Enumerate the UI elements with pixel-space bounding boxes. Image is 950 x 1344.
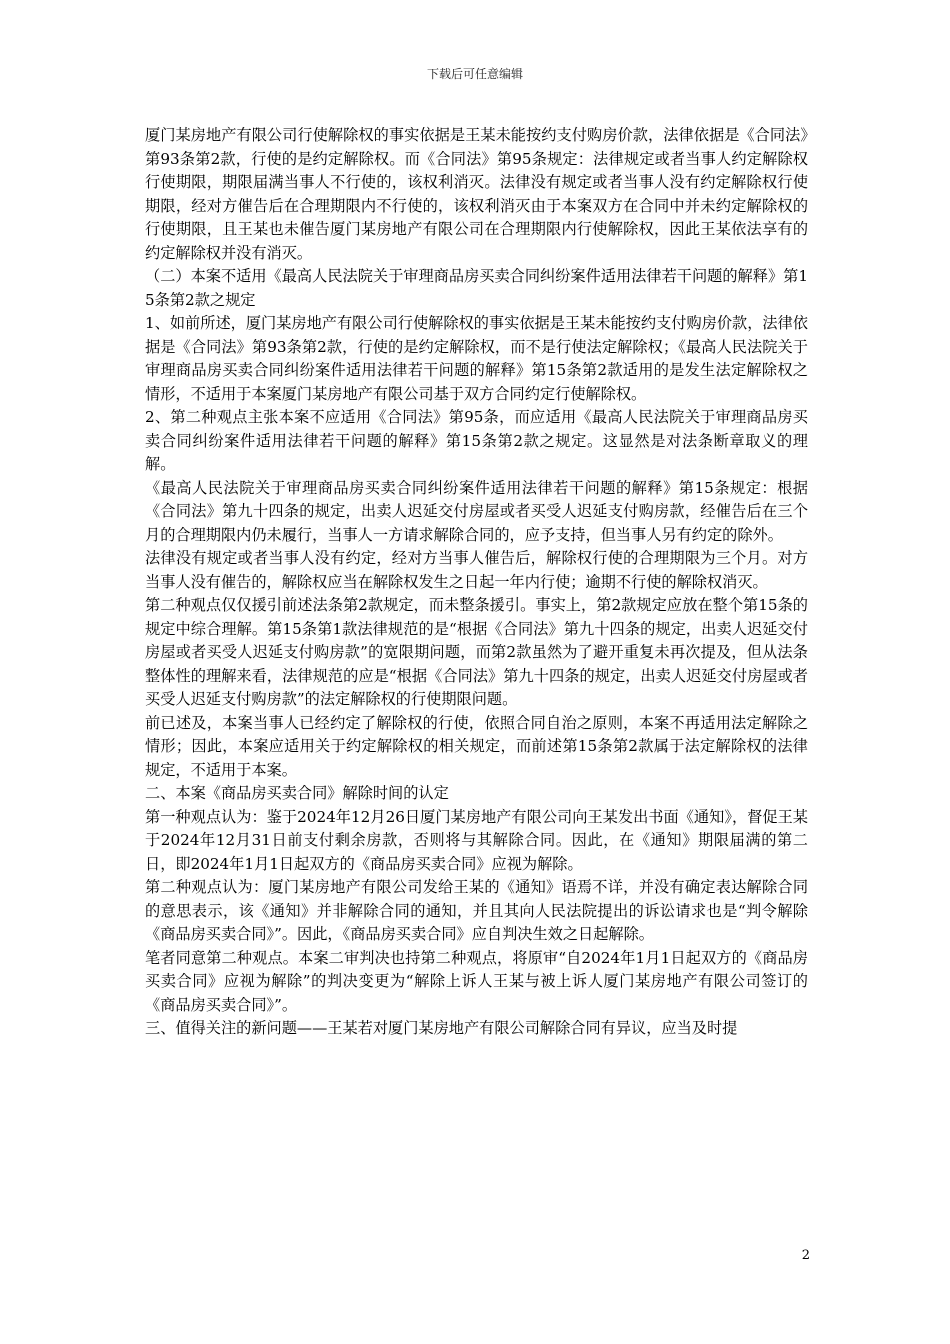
paragraph: 第二种观点认为：厦门某房地产有限公司发给王某的《通知》语焉不详，并没有确定表达解除合同的意思表示，该《通知》并非解除合同的通知，并且其向人民法院提出的诉讼请求也是“判令解除《商品房买卖合同》”。因此，《商品房买卖合同》应自判决生效之日起解除。 bbox=[145, 878, 808, 943]
paragraph: 第一种观点认为：鉴于2024年12月26日厦门某房地产有限公司向王某发出书面《通知》，督促王某于2024年12月31日前支付剩余房款，否则将与其解除合同。因此，在《通知》期限届满的第二日，即2024年1月1日起双方的《商品房买卖合同》应视为解除。 bbox=[145, 807, 808, 873]
paragraph: 法律没有规定或者当事人没有约定，经对方当事人催告后，解除权行使的合理期限为三个月。对方当事人没有催告的，解除权应当在解除权发生之日起一年内行使；逾期不行使的解除权消灭。 bbox=[145, 549, 808, 591]
page-header: 下载后可任意编辑 bbox=[426, 67, 523, 81]
section-heading: （二）本案不适用《最高人民法院关于审理商品房买卖合同纠纷案件适用法律若干问题的解释》第15条第2款之规定 bbox=[145, 267, 808, 309]
section-heading: 二、本案《商品房买卖合同》解除时间的认定 bbox=[145, 784, 449, 802]
paragraph: 《最高人民法院关于审理商品房买卖合同纠纷案件适用法律若干问题的解释》第15条规定：根据《合同法》第九十四条的规定，出卖人迟延交付房屋或者买受人迟延支付购房款，经催告后在三个月的合理期限内仍未履行，当事人一方请求解除合同的，应予支持，但当事人另有约定的除外。 bbox=[145, 478, 808, 544]
section-heading: 三、值得关注的新问题——王某若对厦门某房地产有限公司解除合同有异议，应当及时提 bbox=[145, 1019, 738, 1037]
paragraph: 前已述及，本案当事人已经约定了解除权的行使，依照合同自治之原则，本案不再适用法定解除之情形；因此，本案应适用关于约定解除权的相关规定，而前述第15条第2款属于法定解除权的法律规定，不适用于本案。 bbox=[145, 713, 808, 779]
paragraph: 1、如前所述，厦门某房地产有限公司行使解除权的事实依据是王某未能按约支付购房价款，法律依据是《合同法》第93条第2款，行使的是约定解除权，而不是行使法定解除权；《最高人民法院关于审理商品房买卖合同纠纷案件适用法律若干问题的解释》第15条第2款适用的是发生法定解除权之情形，不适用于本案厦门某房地产有限公司基于双方合同约定行使解除权。 bbox=[145, 314, 808, 403]
paragraph: 第二种观点仅仅援引前述法条第2款规定，而未整条援引。事实上，第2款规定应放在整个第15条的规定中综合理解。第15条第1款法律规范的是“根据《合同法》第九十四条的规定，出卖人迟延交付房屋或者买受人迟延支付购房款”的宽限期问题，而第2款虽然为了避开重复未再次提及，但从法条整体性的理解来看，法律规范的应是“根据《合同法》第九十四条的规定，出卖人迟延交付房屋或者买受人迟延支付购房款”的法定解除权的行使期限问题。 bbox=[145, 596, 808, 708]
page-number: 2 bbox=[801, 1248, 810, 1263]
paragraph: 2、第二种观点主张本案不应适用《合同法》第95条，而应适用《最高人民法院关于审理商品房买卖合同纠纷案件适用法律若干问题的解释》第15条第2款之规定。这显然是对法条断章取义的理解。 bbox=[145, 408, 808, 473]
document-body bbox=[145, 124, 808, 1041]
paragraph: 笔者同意第二种观点。本案二审判决也持第二种观点，将原审“自2024年1月1日起双方的《商品房买卖合同》应视为解除”的判决变更为“解除上诉人王某与被上诉人厦门某房地产有限公司签订的《商品房买卖合同》”。 bbox=[145, 948, 808, 1014]
paragraph: 厦门某房地产有限公司行使解除权的事实依据是王某未能按约支付购房价款，法律依据是《合同法》第93条第2款，行使的是约定解除权。而《合同法》第95条规定：法律规定或者当事人约定解除权行使期限，期限届满当事人不行使的，该权利消灭。法律没有规定或者当事人没有约定解除权行使期限，经对方催告后在合理期限内不行使的，该权利消灭由于本案双方在合同中并未约定解除权的行使期限，且王某也未催告厦门某房地产有限公司在合理期限内行使解除权，因此王某依法享有的约定解除权并没有消灭。 bbox=[145, 126, 808, 262]
